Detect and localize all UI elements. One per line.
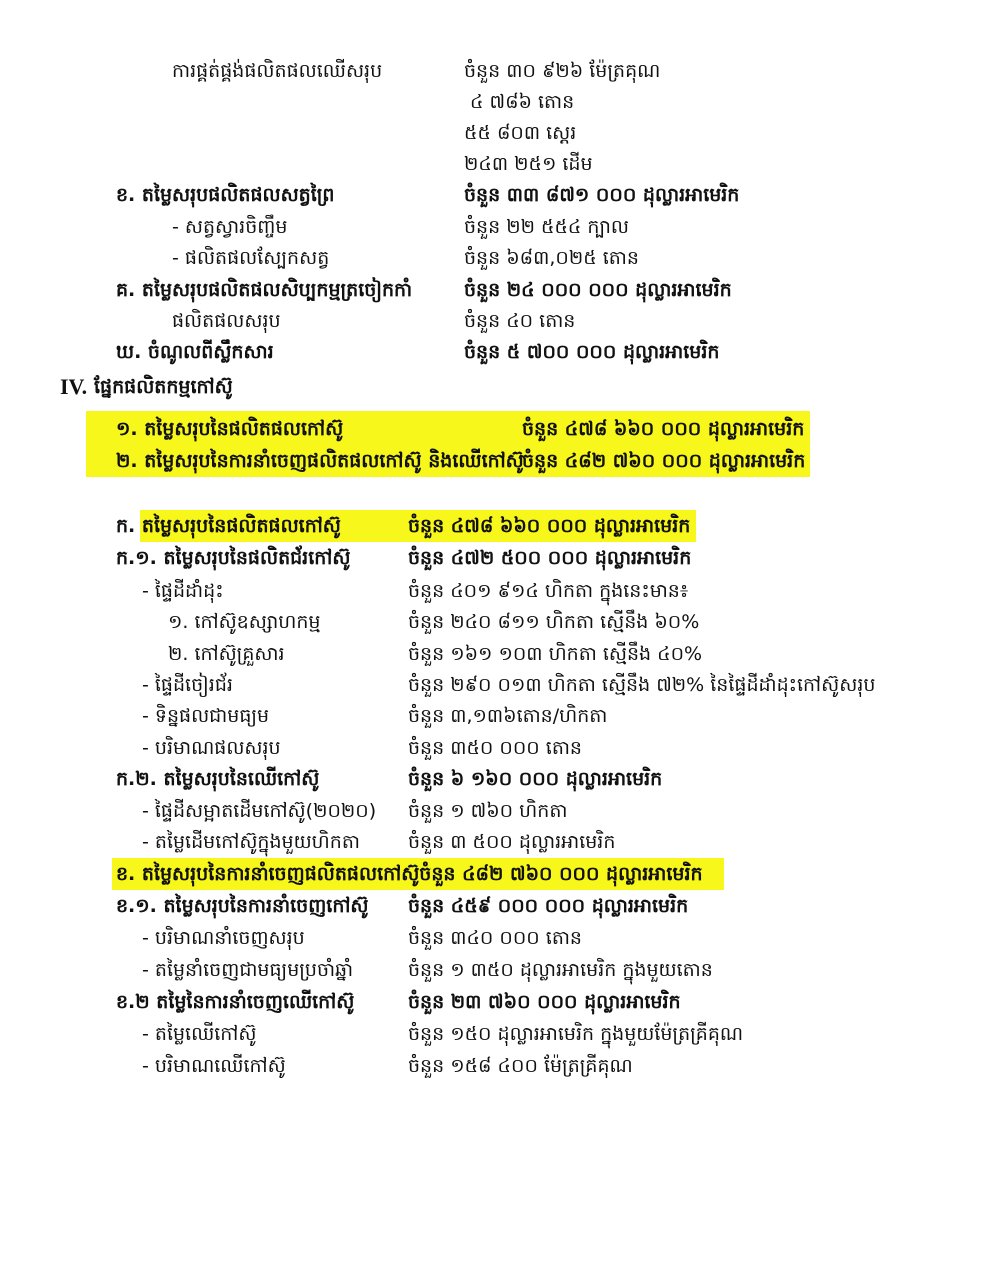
document-row bbox=[0, 372, 989, 402]
row-label: - ផ្ទៃដីចៀរជ័រ bbox=[142, 674, 233, 696]
row-label: - ផ្ទៃដីសម្អាតដើមកៅស៊ូ(២០២០) bbox=[142, 800, 377, 822]
row-label: - បរិមាណផលសរុប bbox=[142, 737, 281, 759]
row-value: ចំនួន ៣ ៥០០ ដុល្លារអាមេរិក bbox=[408, 831, 616, 853]
document-row bbox=[0, 859, 989, 889]
row-value: ចំនួន ៤៧៨ ៦៦០ ០០០ ដុល្លារអាមេរិក bbox=[408, 515, 691, 537]
row-label: ផ្នែកផលិតកម្មកៅស៊ូ bbox=[94, 376, 233, 398]
row-value: ចំនួន ១៥០ ដុល្លារអាមេរិក ក្នុងមួយម៉ែត្រគ្រីគុណ bbox=[408, 1023, 744, 1045]
document-row bbox=[0, 764, 989, 794]
row-label: - បរិមាណឈើកៅស៊ូ bbox=[142, 1055, 286, 1077]
row-label: ២. តម្លៃសរុបនៃការនាំចេញផលិតផលកៅស៊ូ និងឈើកៅស៊ូ bbox=[116, 450, 524, 472]
document-row bbox=[0, 955, 989, 985]
row-value: ចំនួន ៣៣ ៨៧១ ០០០ ដុល្លារអាមេរិក bbox=[464, 184, 740, 206]
document-row bbox=[0, 576, 989, 606]
row-value: ចំនួន ៣៤០ ០០០ តោន bbox=[408, 927, 582, 949]
row-value: ៥៥ ៨០៣ ស្តេរ bbox=[464, 122, 577, 144]
document-row bbox=[0, 701, 989, 731]
document-row bbox=[0, 670, 989, 700]
row-value: ចំនួន ២២ ៥៥៤ ក្បាល bbox=[464, 216, 629, 238]
row-label: - តម្លៃនាំចេញជាមធ្យមប្រចាំឆ្នាំ bbox=[142, 959, 354, 981]
document-row bbox=[0, 827, 989, 857]
document-row bbox=[0, 56, 989, 86]
row-value: ចំនួន ៣៥០ ០០០ តោន bbox=[408, 737, 582, 759]
row-label: - បរិមាណនាំចេញសរុប bbox=[142, 927, 305, 949]
document-row bbox=[0, 118, 989, 148]
document-row bbox=[0, 87, 989, 117]
row-label: ក. តម្លៃសរុបនៃផលិតផលកៅស៊ូ bbox=[116, 515, 341, 537]
row-value: ចំនួន ២៤ ០០០ ០០០ ដុល្លារអាមេរិក bbox=[464, 279, 732, 301]
document-row bbox=[0, 306, 989, 336]
row-value: ២៤៣ ២៥១ ដើម bbox=[464, 153, 593, 175]
row-label: ខ. តម្លៃសរុបផលិតផលសត្វព្រៃ bbox=[116, 184, 335, 206]
row-value: ចំនួន ៤០ តោន bbox=[464, 310, 576, 332]
row-label: ខ. តម្លៃសរុបនៃការនាំចេញផលិតផលកៅស៊ូចំនួន ៤៨២ ៧៦០ ០០០ ដុល្លារអាមេរិក bbox=[116, 863, 703, 885]
row-label: ខ.២ តម្លៃនៃការនាំចេញឈើកៅស៊ូ bbox=[116, 991, 355, 1013]
section-iv-numeral: IV. bbox=[60, 374, 88, 399]
row-label: គ. តម្លៃសរុបផលិតផលសិប្បកម្មត្រចៀកកាំ bbox=[116, 279, 413, 301]
row-label: ២. កៅស៊ូគ្រួសារ bbox=[168, 643, 285, 665]
row-label: ខ.១. តម្លៃសរុបនៃការនាំចេញកៅស៊ូ bbox=[116, 895, 369, 917]
document-row bbox=[0, 149, 989, 179]
row-value: ចំនួន ៥ ៧០០ ០០០ ដុល្លារអាមេរិក bbox=[464, 341, 720, 363]
row-label: ផលិតផលសរុប bbox=[172, 310, 281, 332]
row-value: ចំនួន ២៤០ ៨១១ ហិកតា ស្មើនឹង ៦០% bbox=[408, 611, 700, 633]
row-label: ក.២. តម្លៃសរុបនៃឈើកៅស៊ូ bbox=[116, 768, 320, 790]
row-value: ចំនួន ៤៥៩ ០០០ ០០០ ដុល្លារអាមេរិក bbox=[408, 895, 689, 917]
row-label: - តម្លៃដើមកៅស៊ូក្នុងមួយហិកតា bbox=[142, 831, 360, 853]
document-row bbox=[0, 987, 989, 1017]
document-row bbox=[0, 639, 989, 669]
row-label: - សត្វស្វារចិញ្ចឹម bbox=[172, 216, 288, 238]
document-row bbox=[0, 923, 989, 953]
row-value: ចំនួន ៤០១ ៩១៤ ហិកតា ក្នុងនេះមាន៖ bbox=[408, 580, 689, 602]
document-row bbox=[0, 180, 989, 210]
row-label: ឃ. ចំណូលពីស្លឹកសារ bbox=[116, 341, 274, 363]
row-label: ១. កៅស៊ូឧស្សាហកម្ម bbox=[168, 611, 321, 633]
row-label: ក.១. តម្លៃសរុបនៃផលិតជ័រកៅស៊ូ bbox=[116, 547, 351, 569]
row-label: - ផ្ទៃដីដាំដុះ bbox=[142, 580, 224, 602]
document-row bbox=[0, 796, 989, 826]
row-value: ចំនួន ៦ ១៦០ ០០០ ដុល្លារអាមេរិក bbox=[408, 768, 663, 790]
document-row bbox=[0, 414, 989, 444]
document-row bbox=[0, 607, 989, 637]
document-row bbox=[0, 337, 989, 367]
document-row bbox=[0, 275, 989, 305]
document-row bbox=[0, 212, 989, 242]
row-label: - ផលិតផលស្បែកសត្វ bbox=[172, 247, 330, 269]
document-row bbox=[0, 733, 989, 763]
row-value: ចំនួន ៣,១៣៦តោន/ហិកតា bbox=[408, 705, 608, 727]
row-value: ចំនួន ៣០ ៩២៦ ម៉ែត្រគុណ bbox=[464, 60, 661, 82]
document-row bbox=[0, 243, 989, 273]
row-label: ១. តម្លៃសរុបនៃផលិតផលកៅស៊ូ bbox=[116, 418, 344, 440]
row-label: ការផ្គត់ផ្គង់ផលិតផលឈើសរុប bbox=[172, 60, 383, 82]
row-label: - តម្លៃឈើកៅស៊ូ bbox=[142, 1023, 257, 1045]
document-row bbox=[0, 1051, 989, 1081]
document-row bbox=[0, 511, 989, 541]
row-value: ចំនួន ១ ៧៦០ ហិកតា bbox=[408, 800, 568, 822]
document-row bbox=[0, 543, 989, 573]
row-value: ចំនួន ៦៨៣,០២៥ តោន bbox=[464, 247, 639, 269]
row-label: - ទិន្នផលជាមធ្យម bbox=[142, 705, 270, 727]
row-value: ចំនួន ៤៧២ ៥០០ ០០០ ដុល្លារអាមេរិក bbox=[408, 547, 692, 569]
row-value: ចំនួន ៤៨២ ៧៦០ ០០០ ដុល្លារអាមេរិក bbox=[522, 450, 806, 472]
document-row bbox=[0, 446, 989, 476]
row-value: ចំនួន ១៥៨ ៤០០ ម៉ែត្រគ្រីគុណ bbox=[408, 1055, 633, 1077]
row-value: ចំនួន ២៣ ៧៦០ ០០០ ដុល្លារអាមេរិក bbox=[408, 991, 681, 1013]
row-value: ៤ ៧៨៦ តោន bbox=[470, 91, 575, 113]
row-value: ចំនួន ១ ៣៥០ ដុល្លារអាមេរិក ក្នុងមួយតោន bbox=[408, 959, 713, 981]
row-value: ចំនួន ១៦១ ១០៣ ហិកតា ស្មើនឹង ៤០% bbox=[408, 643, 703, 665]
document-row bbox=[0, 891, 989, 921]
document-row bbox=[0, 1019, 989, 1049]
row-value: ចំនួន ២៩០ ០១៣ ហិកតា ស្មើនឹង ៧២% នៃផ្ទៃដីដាំដុះកៅស៊ូសរុប bbox=[408, 674, 876, 696]
row-value: ចំនួន ៤៧៨ ៦៦០ ០០០ ដុល្លារអាមេរិក bbox=[522, 418, 805, 440]
